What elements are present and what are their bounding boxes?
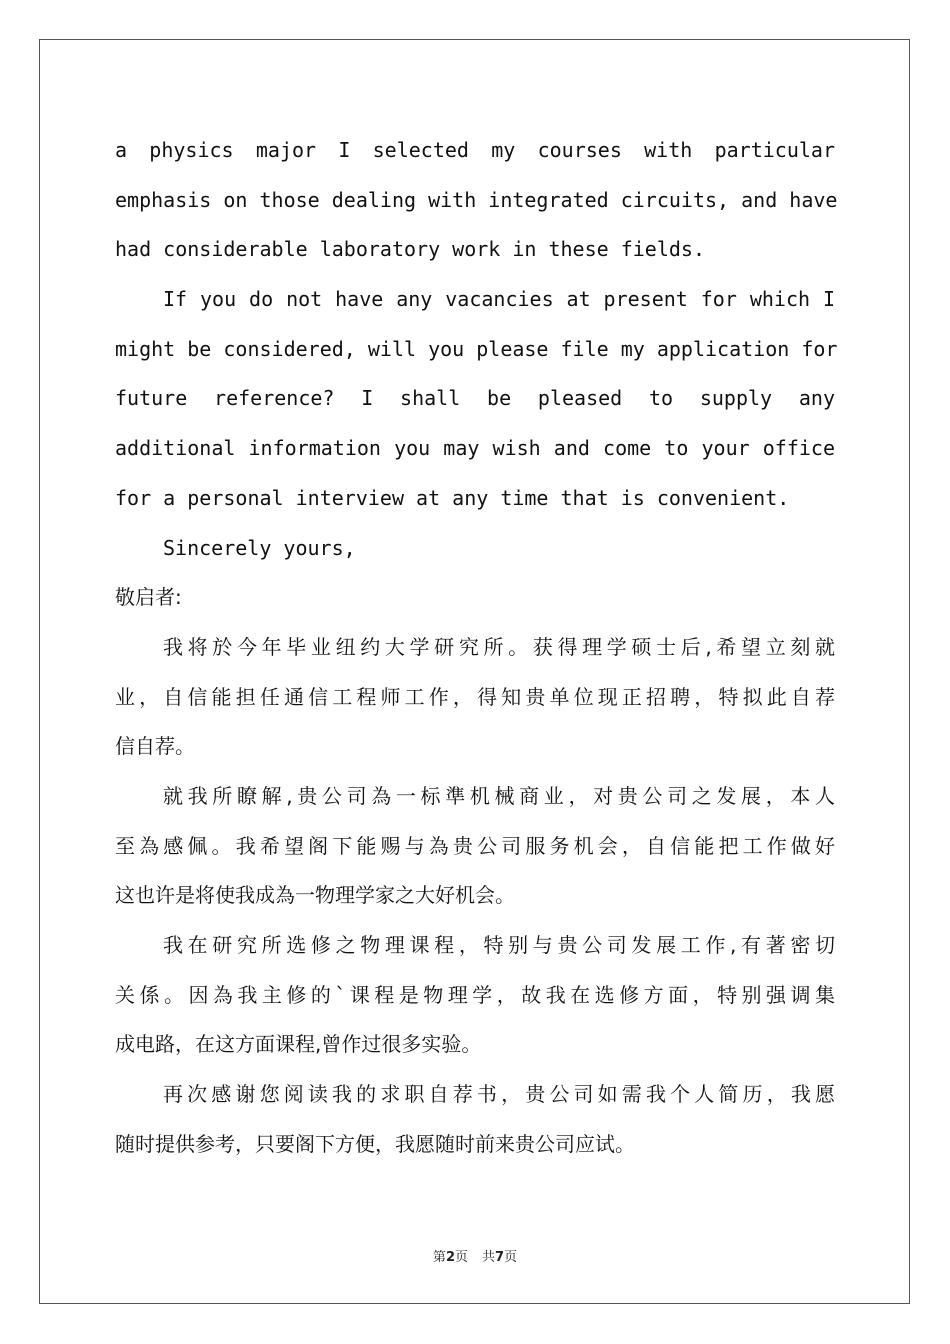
paragraph [115, 921, 835, 1070]
text-line: 随时提供参考，只要阁下方便，我愿随时前来贵公司应试。 [115, 1131, 635, 1156]
footer-total-prefix: 共 [482, 1250, 496, 1265]
text-line: 关係。因為我主修的`课程是物理学，故我在选修方面，特别强调集 [115, 982, 835, 1007]
text-line: Sincerely yours, [163, 535, 356, 560]
text-line: 这也许是将使我成為一物理学家之大好机会。 [115, 883, 515, 908]
text-line: If you do not have any vacancies at present for which I [163, 287, 835, 312]
paragraph [115, 524, 835, 574]
text-line: 成电路，在这方面课程,曾作过很多实验。 [115, 1032, 482, 1057]
text-line: 业，自信能担任通信工程师工作，得知贵单位现正招聘，特拟此自荐 [115, 684, 835, 709]
footer-total-suffix: 页 [504, 1250, 518, 1265]
paragraph [115, 126, 838, 275]
footer-current-page: 2 [445, 1250, 455, 1265]
text-line: 我将於今年毕业纽约大学研究所。获得理学硕士后,希望立刻就 [163, 634, 835, 659]
text-line: 信自荐。 [115, 734, 195, 759]
text-line: emphasis on those dealing with integrated circuits, and have [115, 187, 838, 212]
paragraph [115, 772, 835, 921]
paragraph [115, 1070, 835, 1169]
footer-page-suffix: 页 [454, 1250, 468, 1265]
text-line: might be considered, will you please file my application for [115, 336, 838, 361]
document-body [115, 126, 838, 1169]
text-line: 至為感佩。我希望阁下能赐与為贵公司服务机会，自信能把工作做好 [115, 833, 835, 858]
page-footer [0, 1246, 950, 1265]
text-line: future reference? I shall be pleased to supply any [115, 386, 835, 411]
text-line: 再次感谢您阅读我的求职自荐书，贵公司如需我个人简历，我愿 [163, 1082, 835, 1107]
text-line: 我在研究所选修之物理课程，特别与贵公司发展工作,有著密切 [163, 933, 835, 957]
footer-prefix: 第 [432, 1250, 446, 1265]
paragraph [115, 623, 835, 772]
text-line: additional information you may wish and come to your office [115, 436, 835, 461]
text-line: for a personal interview at any time that is convenient. [115, 485, 790, 510]
text-line: 就我所瞭解,贵公司為一标準机械商业，对贵公司之发展，本人 [163, 783, 835, 808]
footer-total-pages: 7 [495, 1250, 505, 1265]
text-line: 敬启者: [115, 585, 182, 610]
text-line: had considerable laboratory work in these fields. [115, 237, 706, 262]
text-line: a physics major I selected my courses with particular [115, 138, 835, 162]
paragraph [115, 275, 838, 523]
paragraph [115, 573, 835, 623]
